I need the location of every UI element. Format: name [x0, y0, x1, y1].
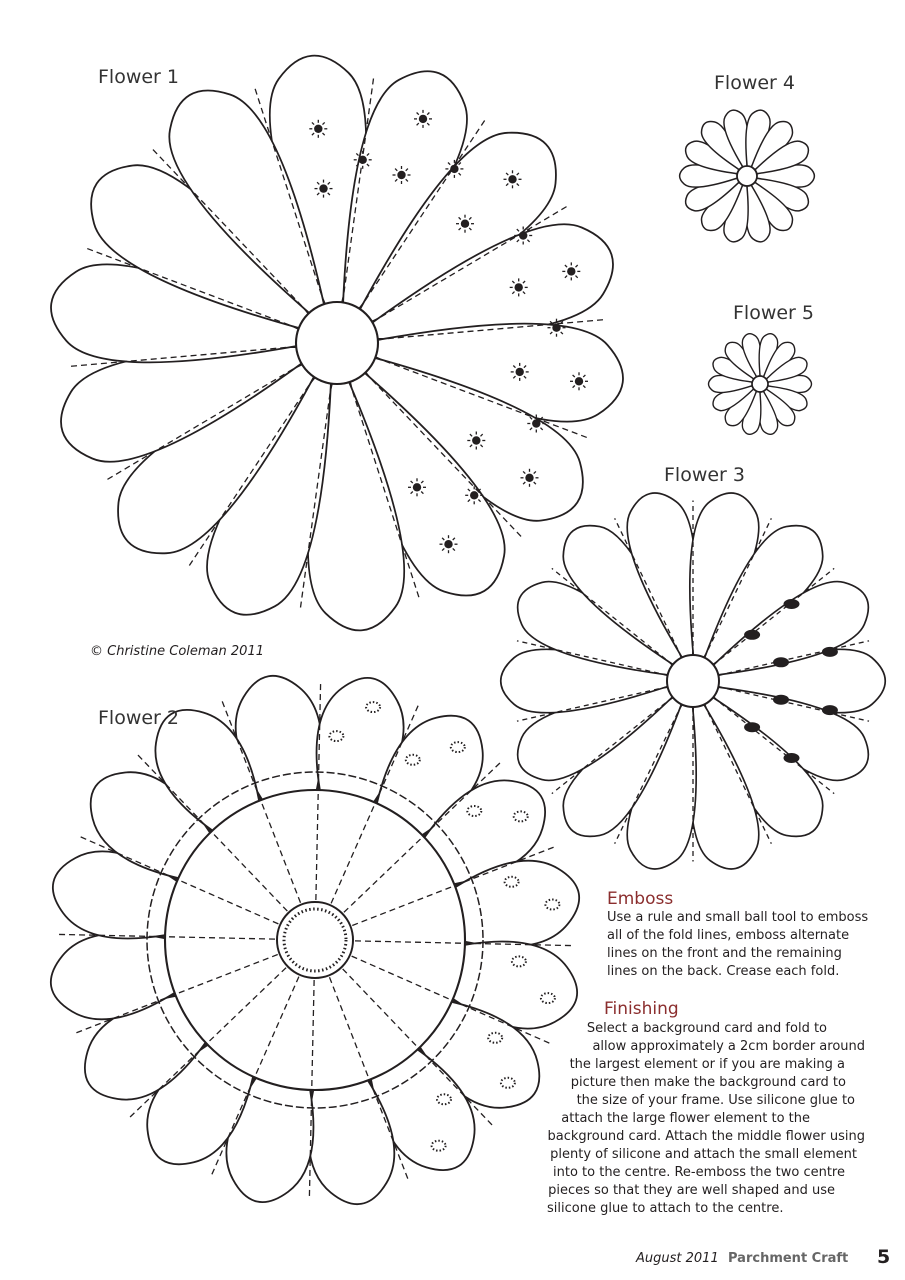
finishing-heading: Finishing — [604, 999, 679, 1019]
finishing-line: the largest element or if you are making a — [569, 1057, 845, 1072]
finishing-line: plenty of silicone and attach the small element — [550, 1147, 857, 1162]
finishing-line: picture then make the background card to — [570, 1075, 846, 1090]
emboss-heading: Emboss — [607, 889, 674, 909]
emboss-text — [607, 909, 868, 981]
flower-4-pattern — [680, 110, 815, 242]
page-number: 5 — [877, 1246, 891, 1268]
finishing-line: into to the centre. Re-emboss the two centre — [553, 1165, 845, 1180]
finishing-line: attach the large flower element to the — [561, 1111, 810, 1126]
footer-magazine: Parchment Craft — [728, 1251, 849, 1266]
copyright-notice: © Christine Coleman 2011 — [90, 644, 264, 659]
footer-date: August 2011 — [636, 1251, 719, 1266]
finishing-line: the size of your frame. Use silicone glue to — [576, 1093, 855, 1108]
emboss-line: lines on the front and the remaining — [607, 946, 842, 961]
flower-1-pattern — [51, 56, 623, 631]
finishing-line: pieces so that they are well shaped and use — [548, 1183, 835, 1198]
flower-5-label: Flower 5 — [733, 302, 815, 324]
flower-3-pattern — [501, 493, 886, 869]
finishing-line: Select a background card and fold to — [586, 1021, 827, 1036]
emboss-line: all of the fold lines, emboss alternate — [607, 928, 850, 943]
finishing-text — [547, 1020, 865, 1218]
emboss-line: Use a rule and small ball tool to emboss — [607, 910, 869, 925]
finishing-line: background card. Attach the middle flower using — [547, 1129, 865, 1144]
flower-3-label: Flower 3 — [664, 464, 746, 486]
flower-2-pattern — [51, 676, 579, 1204]
flower-1-label: Flower 1 — [98, 66, 180, 88]
flower-2-label: Flower 2 — [98, 707, 180, 729]
flower-4-label: Flower 4 — [714, 72, 796, 94]
emboss-line: lines on the back. Crease each fold. — [607, 964, 840, 979]
finishing-line: allow approximately a 2cm border around — [592, 1039, 865, 1054]
flower-5-pattern — [709, 334, 812, 435]
finishing-line: silicone glue to attach to the centre. — [547, 1201, 784, 1216]
